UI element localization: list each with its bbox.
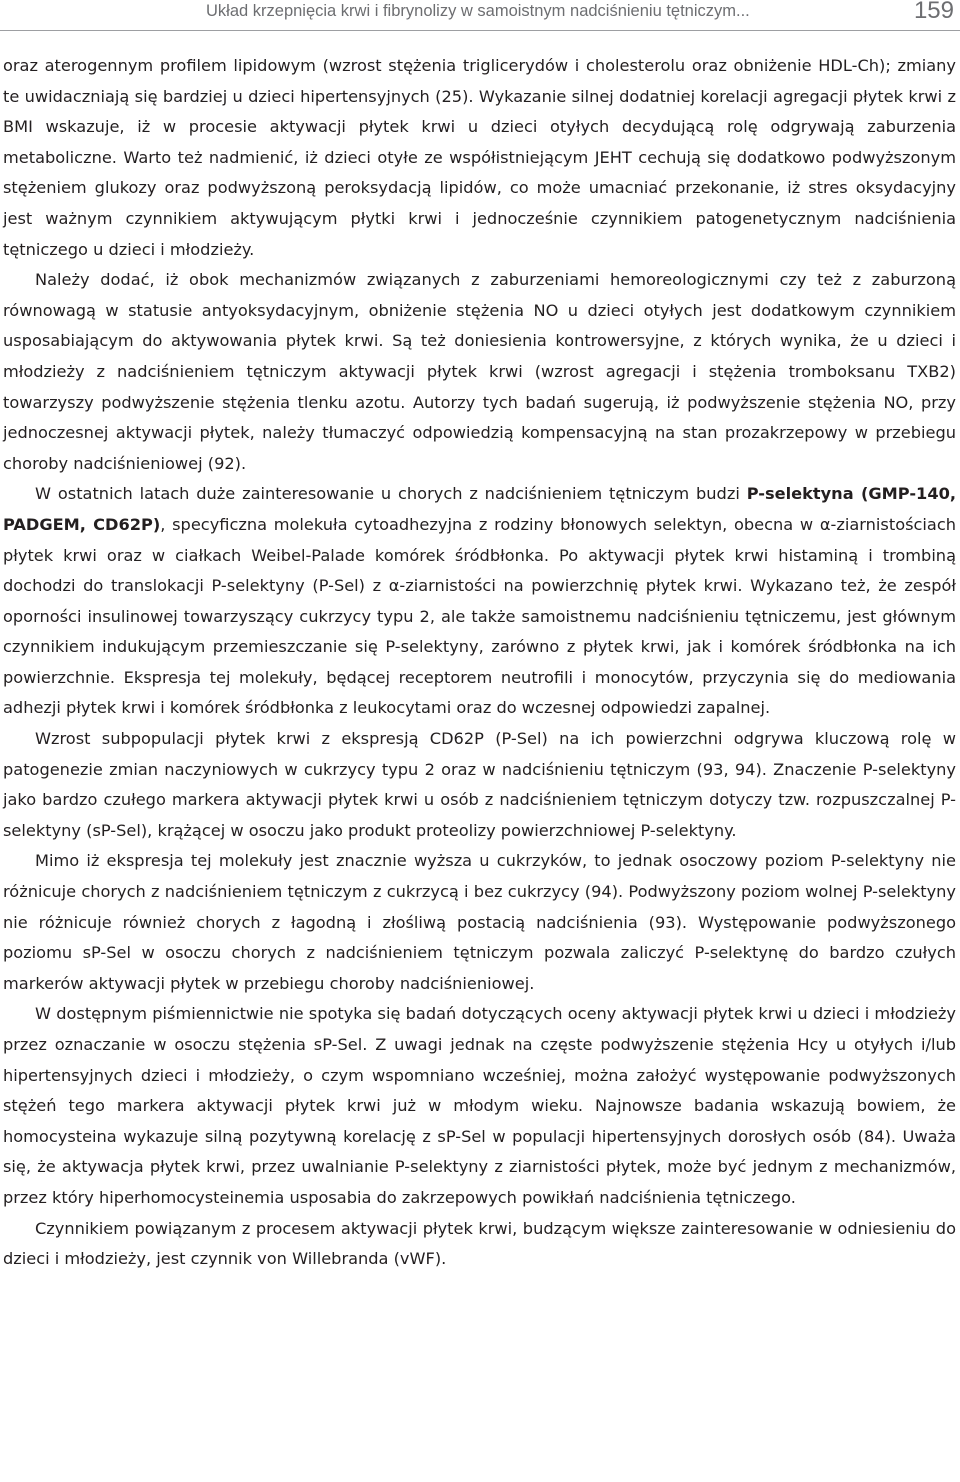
article-body — [3, 51, 956, 1275]
running-title: Układ krzepnięcia krwi i fibrynolizy w samoistnym nadciśnieniu tętniczym... — [206, 2, 750, 20]
paragraph-1: oraz aterogennym profilem lipidowym (wzrost stężenia triglicerydów i cholesterolu oraz obniżenie HDL-Ch); zmiany te uwidaczniają się bardziej u dzieci hipertensyjnych (25). Wykazanie silnej dodatniej korelacji agregacji płytek krwi z BMI wskazuje, iż w procesie aktywacji płytek krwi u dzieci otyłych decydującą rolę odgrywają zaburzenia metaboliczne. Warto też nadmienić, iż dzieci otyłe ze współistniejącym JEHT cechują się dodatkowo podwyższonym stężeniem glukozy oraz podwyższoną peroksydacją lipidów, co może umacniać przekonanie, iż stres oksydacyjny jest ważnym czynnikiem aktywującym płytki krwi i jednocześnie czynnikiem patogenetycznym nadciśnienia tętniczego u dzieci i młodzieży. — [3, 56, 956, 259]
paragraph-3 — [3, 479, 956, 724]
p-selectin-term: P-selektyna (GMP-140, PADGEM, CD62P) — [3, 484, 957, 534]
paragraph-3-rest: , specyficzna molekuła cytoadhezyjna z rodziny błonowych selektyn, obecna w α-ziarnistościach płytek krwi oraz w ciałkach Weibel-Palade komórek śródbłonka. Po aktywacji płytek krwi histaminą i trombiną dochodzi do translokacji P-selektyny (P-Sel) z α-ziarnistości na powierzchnię płytek krwi. Wykazano też, że zespół oporności insulinowej towarzyszący cukrzycy typu 2, ale także samoistnemu nadciśnieniu tętniczemu, jest głównym czynnikiem indukującym przemieszczanie się P-selektyny, zarówno z płytek krwi, jak i komórek śródbłonka na ich powierzchnie. Ekspresja tej molekuły, będącej receptorem neutrofili i monocytów, przyczynia się do mediowania adhezji płytek krwi i komórek śródbłonka z leukocytami oraz do wczesnej odpowiedzi zapalnej. — [3, 514, 957, 718]
page-header — [0, 0, 960, 28]
paragraph-4: Wzrost subpopulacji płytek krwi z ekspresją CD62P (P-Sel) na ich powierzchni odgrywa kluczową rolę w patogenezie zmian naczyniowych w cukrzycy typu 2 oraz w nadciśnieniu tętniczym (93, 94). Znaczenie P-selektyny jako bardzo czułego markera aktywacji płytek krwi u osób z nadciśnieniem tętniczym dotyczy tzw. rozpuszczalnej P-selektyny (sP-Sel), krążącej w osoczu jako produkt proteolizy powierzchniowej P-selektyny. — [3, 729, 956, 840]
paragraph-2: Należy dodać, iż obok mechanizmów związanych z zaburzeniami hemoreologicznymi czy też z zaburzoną równowagą w statusie antyoksydacyjnym, obniżenie stężenia NO u dzieci otyłych jest dodatkowym czynnikiem usposabiającym do aktywowania płytek krwi. Są też doniesienia kontrowersyjne, z których wynika, że u dzieci i młodzieży z nadciśnieniem tętniczym aktywacji płytek krwi (wzrost agregacji i stężenia tromboksanu TXB2) towarzyszy podwyższenie stężenia tlenku azotu. Autorzy tych badań sugerują, iż podwyższenie stężenia NO, przy jednoczesnej aktywacji płytek, należy tłumaczyć odpowiedzią kompensacyjną na stan prozakrzepowy w przebiegu choroby nadciśnieniowej (92). — [3, 270, 956, 473]
paragraph-3-intro: W ostatnich latach duże zainteresowanie u chorych z nadciśnieniem tętniczym budzi — [35, 484, 747, 504]
paragraph-5: Mimo iż ekspresja tej molekuły jest znacznie wyższa u cukrzyków, to jednak osoczowy poziom P-selektyny nie różnicuje chorych z nadciśnieniem tętniczym z cukrzycą i bez cukrzycy (94). Podwyższony poziom wolnej P-selektyny nie różnicuje również chorych z łagodną i złośliwą postacią nadciśnienia (93). Występowanie podwyższonego poziomu sP-Sel w osoczu chorych z nadciśnieniem tętniczym pozwala zaliczyć P-selektynę do bardzo czułych markerów aktywacji płytek w przebiegu choroby nadciśnieniowej. — [3, 851, 956, 993]
paragraph-6: W dostępnym piśmiennictwie nie spotyka się badań dotyczących oceny aktywacji płytek krwi u dzieci i młodzieży przez oznaczanie w osoczu stężenia sP-Sel. Z uwagi jednak na częste podwyższenie stężenia Hcy u otyłych i/lub hipertensyjnych dzieci i młodzieży, o czym wspomniano wcześniej, można założyć występowanie podwyższonych stężeń tego markera aktywacji płytek krwi już w młodym wieku. Najnowsze badania wskazują bowiem, że homocysteina wykazuje silną pozytywną korelację z sP-Sel w populacji hipertensyjnych dorosłych osób (84). Uważa się, że aktywacja płytek krwi, przez uwalnianie P-selektyny z ziarnistości płytek, może być jednym z mechanizmów, przez który hiperhomocysteinemia usposabia do zakrzepowych powikłań nadciśnienia tętniczego. — [3, 1004, 956, 1207]
paragraph-7: Czynnikiem powiązanym z procesem aktywacji płytek krwi, budzącym większe zainteresowanie w odniesieniu do dzieci i młodzieży, jest czynnik von Willebranda (vWF). — [3, 1218, 956, 1269]
header-rule — [0, 30, 960, 31]
page-number: 159 — [913, 0, 954, 24]
